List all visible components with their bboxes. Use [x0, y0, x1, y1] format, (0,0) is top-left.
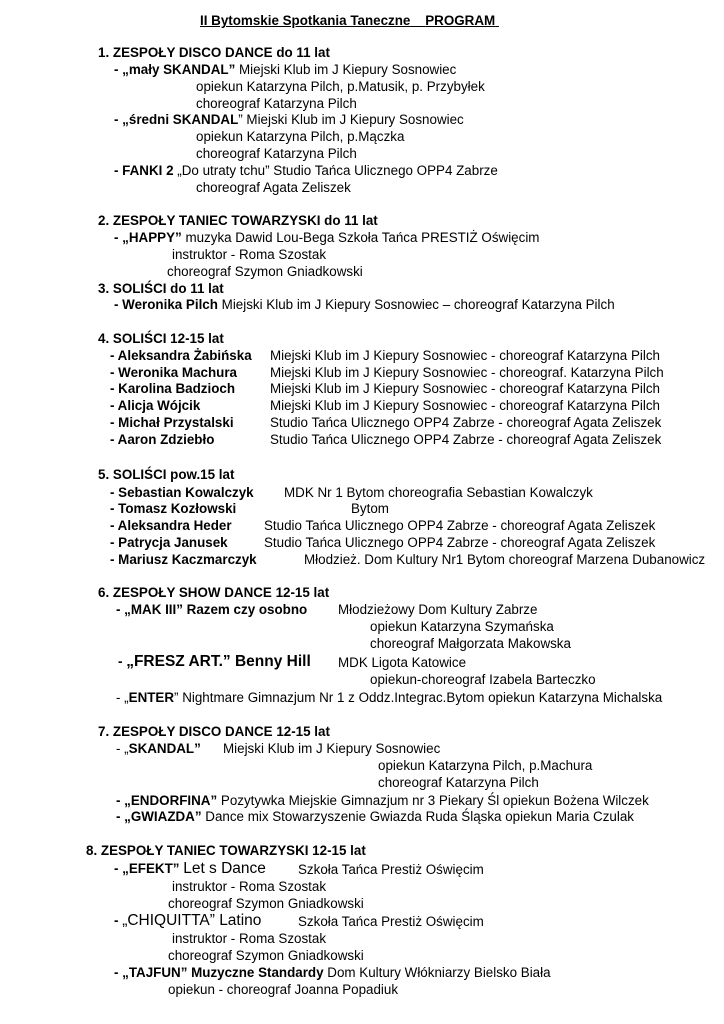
entry-name: - „GWIAZDA”	[116, 809, 202, 824]
soloist-name: - Alicja Wójcik	[110, 398, 201, 413]
entry-dash: -	[118, 654, 127, 669]
entry-text: Szkoła Tańca Prestiż Oświęcim	[298, 862, 484, 877]
entry-name: SKANDAL”	[128, 741, 201, 756]
entry-text: Szkoła Tańca Prestiż Oświęcim	[298, 914, 484, 929]
entry-detail: opiekun Katarzyna Szymańska	[370, 619, 554, 634]
entry-title: „FRESZ ART.” Benny Hill	[126, 653, 311, 670]
soloist-name: - Tomasz Kozłowski	[110, 501, 237, 516]
title-event: II Bytomskie Spotkania Taneczne	[200, 13, 411, 28]
entry-line	[116, 808, 634, 825]
entry-line	[114, 964, 551, 981]
entry-line	[116, 792, 649, 809]
section-heading: 1. ZESPOŁY DISCO DANCE do 11 lat	[98, 45, 330, 60]
entry-detail: choreograf Katarzyna Pilch	[196, 146, 357, 161]
entry-detail: opiekun Katarzyna Pilch, p.Matusik, p. Przybyłek	[196, 79, 485, 94]
entry-style: Let s Dance	[183, 860, 266, 877]
soloist-club: MDK Nr 1 Bytom choreografia Sebastian Kowalczyk	[284, 485, 593, 500]
entry-detail: choreograf Katarzyna Pilch	[378, 775, 539, 790]
soloist-club: Miejski Klub im J Kiepury Sosnowiec - choreograf Katarzyna Pilch	[270, 381, 660, 396]
entry-name: ENTER	[128, 690, 175, 705]
section-heading: 4. SOLIŚCI 12-15 lat	[98, 331, 224, 346]
soloist-name: - Michał Przystalski	[110, 415, 234, 430]
entry-name: - „HAPPY”	[114, 230, 182, 245]
entry-text: „Do utraty tchu” Studio Tańca Ulicznego OPP4 Zabrze	[177, 163, 498, 178]
entry-title: „CHIQUITTA” Latino	[122, 912, 262, 929]
entry-text: Pozytywka Miejskie Gimnazjum nr 3 Piekary Śl opiekun Bożena Wilczek	[220, 793, 649, 808]
entry-detail: opiekun-choreograf Izabela Barteczko	[370, 672, 596, 687]
entry-text: Dance mix Stowarzyszenie Gwiazda Ruda Śląska opiekun Maria Czulak	[205, 809, 634, 824]
entry-detail: choreograf Małgorzata Makowska	[370, 636, 571, 651]
entry-detail: choreograf Katarzyna Pilch	[196, 96, 357, 111]
soloist-name: - Aleksandra Żabińska	[110, 348, 252, 363]
entry-text: Dom Kultury Włókniarzy Bielsko Biała	[327, 965, 551, 980]
entry-line	[114, 860, 266, 877]
entry-detail: choreograf Szymon Gniadkowski	[168, 948, 364, 963]
soloist-club: Miejski Klub im J Kiepury Sosnowiec - choreograf. Katarzyna Pilch	[270, 365, 664, 380]
section-heading: 3. SOLIŚCI do 11 lat	[98, 281, 224, 296]
section-heading: 8. ZESPOŁY TANIEC TOWARZYSKI 12-15 lat	[86, 843, 366, 858]
section-heading: 2. ZESPOŁY TANIEC TOWARZYSKI do 11 lat	[98, 213, 378, 228]
entry-text: Młodzieżowy Dom Kultury Zabrze	[338, 602, 538, 617]
entry-name: - „średni SKANDAL	[114, 112, 239, 127]
entry-dash: - „	[116, 690, 129, 705]
entry-line	[114, 111, 464, 128]
soloist-club: Bytom	[351, 501, 389, 516]
entry-name: - „TAJFUN” Muzyczne Standardy	[114, 965, 324, 980]
soloist-club: Miejski Klub im J Kiepury Sosnowiec - choreograf Katarzyna Pilch	[270, 398, 660, 413]
section-heading: 7. ZESPOŁY DISCO DANCE 12-15 lat	[98, 724, 330, 739]
soloist-name: - Mariusz Kaczmarczyk	[110, 552, 257, 567]
entry-detail: opiekun Katarzyna Pilch, p.Mączka	[196, 129, 405, 144]
entry-name	[118, 653, 311, 670]
entry-text: Miejski Klub im J Kiepury Sosnowiec	[239, 62, 457, 77]
entry-dash: - „	[116, 741, 129, 756]
soloist-club: Studio Tańca Ulicznego OPP4 Zabrze - choreograf Agata Zeliszek	[264, 535, 656, 550]
soloist-club: Studio Tańca Ulicznego OPP4 Zabrze - choreograf Agata Zeliszek	[270, 415, 662, 430]
soloist-name: - Aaron Zdziebło	[110, 432, 215, 447]
soloist-name: - Sebastian Kowalczyk	[110, 485, 254, 500]
entry-detail: instruktor - Roma Szostak	[172, 247, 327, 262]
entry-text: ” Miejski Klub im J Kiepury Sosnowiec	[238, 112, 464, 127]
entry-line	[114, 912, 261, 929]
entry-text: MDK Ligota Katowice	[338, 655, 467, 670]
entry-detail: opiekun - choreograf Joanna Popadiuk	[168, 982, 399, 997]
entry-line	[114, 296, 615, 313]
entry-text: muzyka Dawid Lou-Bega Szkoła Tańca PRESTIŻ Oświęcim	[185, 230, 540, 245]
entry-name: - „MAK III” Razem czy osobno	[116, 602, 308, 617]
entry-line	[116, 689, 662, 706]
entry-text: ” Nightmare Gimnazjum Nr 1 z Oddz.Integrac.Bytom opiekun Katarzyna Michalska	[174, 690, 663, 705]
entry-detail: choreograf Szymon Gniadkowski	[167, 264, 363, 279]
entry-line	[114, 229, 539, 246]
entry-line	[114, 162, 498, 179]
soloist-name: - Karolina Badzioch	[110, 381, 235, 396]
title-program: PROGRAM	[425, 13, 496, 28]
entry-detail: instruktor - Roma Szostak	[172, 931, 327, 946]
soloist-club: Młodzież. Dom Kultury Nr1 Bytom choreograf Marzena Dubanowicz	[304, 552, 706, 567]
entry-detail: choreograf Szymon Gniadkowski	[168, 896, 364, 911]
soloist-name: - Patrycja Janusek	[110, 535, 228, 550]
entry-text: Miejski Klub im J Kiepury Sosnowiec – choreograf Katarzyna Pilch	[221, 297, 615, 312]
entry-name: - „mały SKANDAL”	[114, 62, 236, 77]
document-title	[200, 12, 499, 29]
soloist-club: Studio Tańca Ulicznego OPP4 Zabrze - choreograf Agata Zeliszek	[264, 518, 656, 533]
entry-name: - „ENDORFINA”	[116, 793, 218, 808]
soloist-club: Studio Tańca Ulicznego OPP4 Zabrze - choreograf Agata Zeliszek	[270, 432, 662, 447]
entry-name: - „EFEKT”	[114, 861, 180, 876]
entry-dash: -	[114, 913, 123, 928]
soloist-club: Miejski Klub im J Kiepury Sosnowiec - choreograf Katarzyna Pilch	[270, 348, 660, 363]
entry-detail: choreograf Agata Zeliszek	[196, 180, 351, 195]
entry-name: - FANKI 2	[114, 163, 174, 178]
entry-name: - Weronika Pilch	[114, 297, 218, 312]
entry-text: Miejski Klub im J Kiepury Sosnowiec	[223, 741, 441, 756]
soloist-name: - Aleksandra Heder	[110, 518, 232, 533]
entry-line	[116, 740, 201, 757]
section-heading: 5. SOLIŚCI pow.15 lat	[98, 467, 235, 482]
section-heading: 6. ZESPOŁY SHOW DANCE 12-15 lat	[98, 585, 330, 600]
entry-detail: instruktor - Roma Szostak	[172, 879, 327, 894]
soloist-name: - Weronika Machura	[110, 365, 237, 380]
entry-detail: opiekun Katarzyna Pilch, p.Machura	[378, 758, 593, 773]
entry-line	[114, 61, 456, 78]
